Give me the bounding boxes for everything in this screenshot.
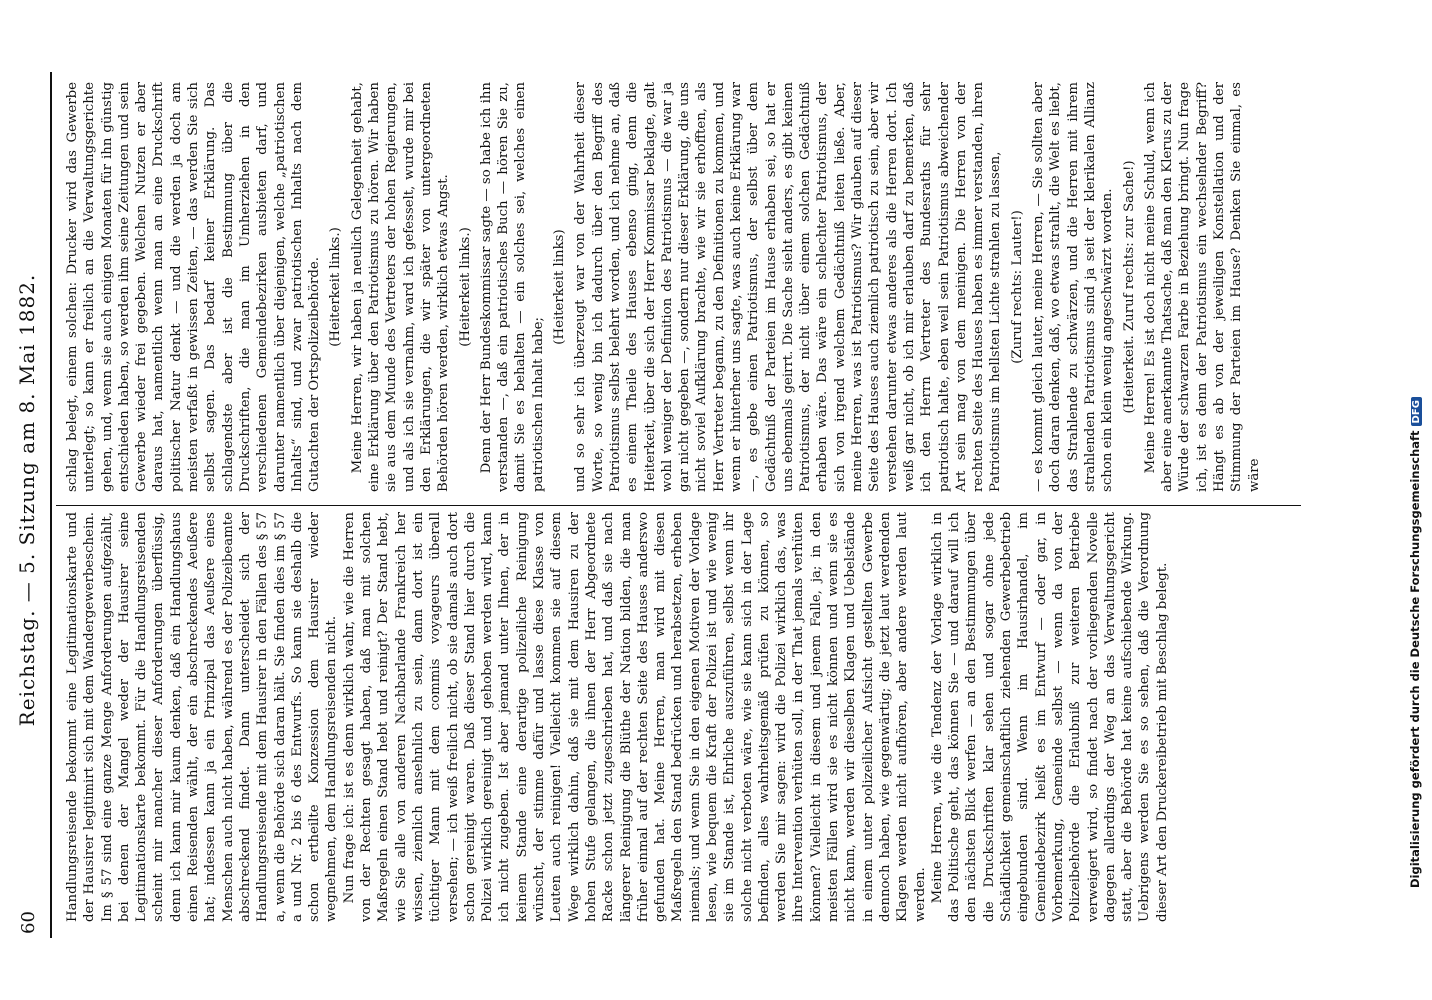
interjection: (Heiterkeit links.) [457,227,473,347]
interjection: (Heiterkeit links.) [328,227,344,347]
left-column [64,512,1171,922]
right-column [64,82,1263,492]
paragraph: — es kommt gleich lauter, meine Herren, — Sie sollten aber doch daran denken, daß, wo etwas strahlt, die Welt es liebt, das Strahlende zu schwärzen, und die Herren mit ihrem strahlenden Patriotismus sind ja seit der klerikalen Allianz schon ein klein wenig angeschwärzt worden. [1031,82,1116,492]
header-rule [50,72,52,938]
paragraph: schlag belegt, einem solchen: Drucker wird das Gewerbe unterlegt; so kann er freilich an die Verwaltungsgerichte gehen, und, wenn sie auch einigen Monaten für ihn günstig entschieden haben, so werden ihm seine Zeitungen und sein Gewerbe wieder frei gegeben. Welchen Nutzen er aber daraus hat, namentlich wenn man an eine Druckschrift politischer Natur denkt — und die werden ja doch am meisten verfaßt in gewissen Zeiten, — das werden Sie sich selbst sagen. Das bedarf keiner Erklärung. Das schlagendste aber ist die Bestimmung über die Druckschriften, die man im Umherziehen in den verschiedenen Gemeindebezirken ausbieten darf, und darunter namentlich über diejenigen, welche „patriotischen Inhalts“ sind, und zwar patriotischen Inhalts nach dem Gutachten der Ortspolizeibehörde. [65,82,323,492]
paragraph: und so sehr ich überzeugt war von der Wahrheit dieser Worte, so wenig bin ich dadurch über den Begriff des Patriotismus selbst belehrt worden, und ich nehme an, daß es einem Theile des Hauses ebenso ging, denn die Heiterkeit, über die sich der Herr Kommissar beklagte, galt wohl weniger der Definition des Patriotismus — die war ja gar nicht gegeben —, sondern nur dieser Erklärung, die uns nicht soviel Aufklärung brachte, wie wir sie erhofften, als Herr Vertreter begann, zu den Definitionen zu kommen, und wenn er hinterher uns sagte, was auch keine Erklärung war —, es gebe einen Patriotismus, der selbst über dem Gedächtniß der Parteien im Hause erhaben sei, so hat er uns ebenmals geirrt. Die Sache sieht anders, es gibt keinen Patriotismus, der nicht über einem solchen Gedächtniß erhaben wäre. Das wäre ein schlechter Patriotismus, der sich von irgend welchem Gedächtniß leiten ließe. Aber, meine Herren, was ist Patriotismus? Wir glauben auf dieser Seite des Hauses auch ziemlich patriotisch zu sein, aber wir verstehen darunter etwas anderes als die Herren dort. Ich weiß gar nicht, ob ich mir erlauben darf zu bemerken, daß ich den Herrn Vertreter des Bundesraths für sehr patriotisch halte, eben weil sein Patriotismus abweichender Art sein mag von dem meinigen. Die Herren von der rechten Seite des Hauses haben es immer verstanden, ihren Patriotismus im hellsten Lichte strahlen zu lassen, [573,82,1004,492]
page-number: 60 [18,911,39,934]
paragraph: Handlungsreisende bekommt eine Legitimationskarte und der Hausirer legitimirt sich mit dem Wandergewerbeschein. Im § 57 sind eine ganze Menge Anforderungen aufgezählt, bei denen der Mangel weder der Hausirer seine Legitimationskarte bekommt. Für die Handlungsreisenden scheint mir mancher dieser Anforderungen überflüssig, denn ich kann mir kaum denken, daß ein Handlungshaus einen Reisenden wählt, der ein abschreckendes Aeußere hat; indessen kann ja ein Prinzipal das Aeußere eines Menschen auch nicht haben, während es der Polizeibeamte abschreckend findet. Dann unterscheidet sich der Handlungsreisende mit dem Hausirer in den Fällen des § 57 a, wenn die Behörde sich daran hält. Sie finden dies im § 57 a und Nr. 2 bis 6 des Entwurfs. So kann sie deshalb die schon ertheilte Konzession dem Hausirer wieder wegnehmen, dem Handlungsreisenden nicht. [65,512,340,922]
interjection: (Heiterkeit links) [552,229,568,345]
paragraph: Nun frage ich: ist es denn wirklich wahr, wie die Herren von der Rechten gesagt haben, daß man mit solchen Maßregeln einen Stand hebt und reinigt? Der Stand hebt, wie Sie alle von anderen Nachbarlande Frankreich her wissen, ziemlich ansehnlich zu sein, dann dort ist ein tüchtiger Mann mit dem commis voyageurs überall versehen; — ich weiß freilich nicht, ob sie damals auch dort schon gereinigt waren. Daß dieser Stand hier durch die Polizei wirklich gereinigt und gehoben werden wird, kann ich nicht zugeben. Ist aber jemand unter Ihnen, der in keinem Stande eine derartige polizeiliche Reinigung wünscht, der stimme dafür und lasse diese Klasse von Leuten auch reinigen! Vielleicht kommen sie auf diesem Wege wirklich dahin, daß sie mit dem Hausiren zu der hohen Stufe gelangen, die ihnen der Herr Abgeordnete Racke schon jetzt zugeschrieben hat, und daß sie nach längerer Reinigung die Blüthe der Nation bilden, die man früher einmal auf der rechten Seite des Hauses anderswo gefunden hat. Meine Herren, man wird mit diesen Maßregeln den Stand bedrücken und herabsetzen, erheben niemals; und wenn Sie in den eigenen Motiven der Vorlage lesen, wie bequem die Kraft der Polizei ist und wie wenig sie im Stande ist, Ehrliche auszuführen, selbst wenn ihr solche nicht verboten wäre, wie sie kann sich in der Lage befinden, alles wahrheitsgemäß prüfen zu können, so werden Sie mir sagen: wird die Polizei wirklich das, was ihre Intervention verhüten soll, in der That jemals verhüten können? Vielleicht in diesem und jenem Falle, ja; in den meisten Fällen wird sie es nicht können und wenn sie es nicht kann, werden wir dieselben Klagen und Uebelstände in einem unter polizeilicher Aufsicht gestellten Gewerbe dennoch haben, wie gegenwärtig; die jetzt laut werdenden Klagen werden nicht aufhören, aber andere werden laut werden. [341,512,928,922]
paragraph: Meine Herren, wir haben ja neulich Gelegenheit gehabt, eine Erklärung über den Patriotismus zu hören. Wir haben sie aus dem Munde des Vertreters der hohen Regierungen, und als ich sie vernahm, ward ich gefesselt, wurde mir bei den Erklärungen, die wir später von untergeordneten Behörden hören werden, wirklich etwas Angst. [349,82,452,492]
dfg-logo-badge: DFG [1411,397,1422,426]
interjection: (Zuruf rechts: Lauter!) [1009,210,1025,364]
paragraph: Meine Herren! Es ist doch nicht meine Schuld, wenn ich aber eine anerkannte Thatsache, daß man den Klerus zu der Würde der schwarzen Farbe in Beziehung bringt. Nun frage ich, ist es denn der Patriotismus ein wechselnder Begriff? Hängt es ab von der jeweiligen Konstellation und der Stimmung der Parteien im Hause? Denken Sie einmal, es wäre [1142,82,1262,492]
column-divider [56,505,1301,506]
watermark-text: Digitalisierung gefördert durch die Deutsche Forschungsgemeinschaft [1408,430,1422,888]
interjection: (Heiterkeit. Zuruf rechts: zur Sache!) [1121,160,1137,414]
running-head: Reichstag. — 5. Sitzung am 8. Mai 1882. [15,273,39,727]
dfg-watermark [1408,8,1428,888]
paragraph: Denn der Herr Bundeskommissar sagte — so habe ich ihn verstanden —, daß ein patriotisches Buch — hören Sie zu, damit Sie es behalten — ein solches sei, welches einen patriotischen Inhalt habe; [478,82,546,492]
paragraph: Meine Herren, wie die Tendenz der Vorlage wirklich in das Politische geht, das können Sie — und darauf will ich den nächsten Blick werfen — an den Bestimmungen über die Druckschriften klar sehen und sogar ohne jede Schädlichkeit gemeinschaftlich ziehenden Gewerbebetrieb eingebunden sind. Wenn im Hausirhandel, im Gemeindebezirk heißt es im Entwurf — oder gar, in Vorbemerkung, Gemeinde selbst — wenn da von der Polizeibehörde die Erlaubniß zur weiteren Betriebe verweigert wird, so findet nach der vorliegenden Novelle dagegen allerdings der Weg an das Verwaltungsgericht statt, aber die Behörde hat keine aufschiebende Wirkung. Uebrigens werden Sie es so sehen, daß die Verordnung dieser Art den Druckereibetrieb mit Beschlag belegt. [929,512,1170,922]
